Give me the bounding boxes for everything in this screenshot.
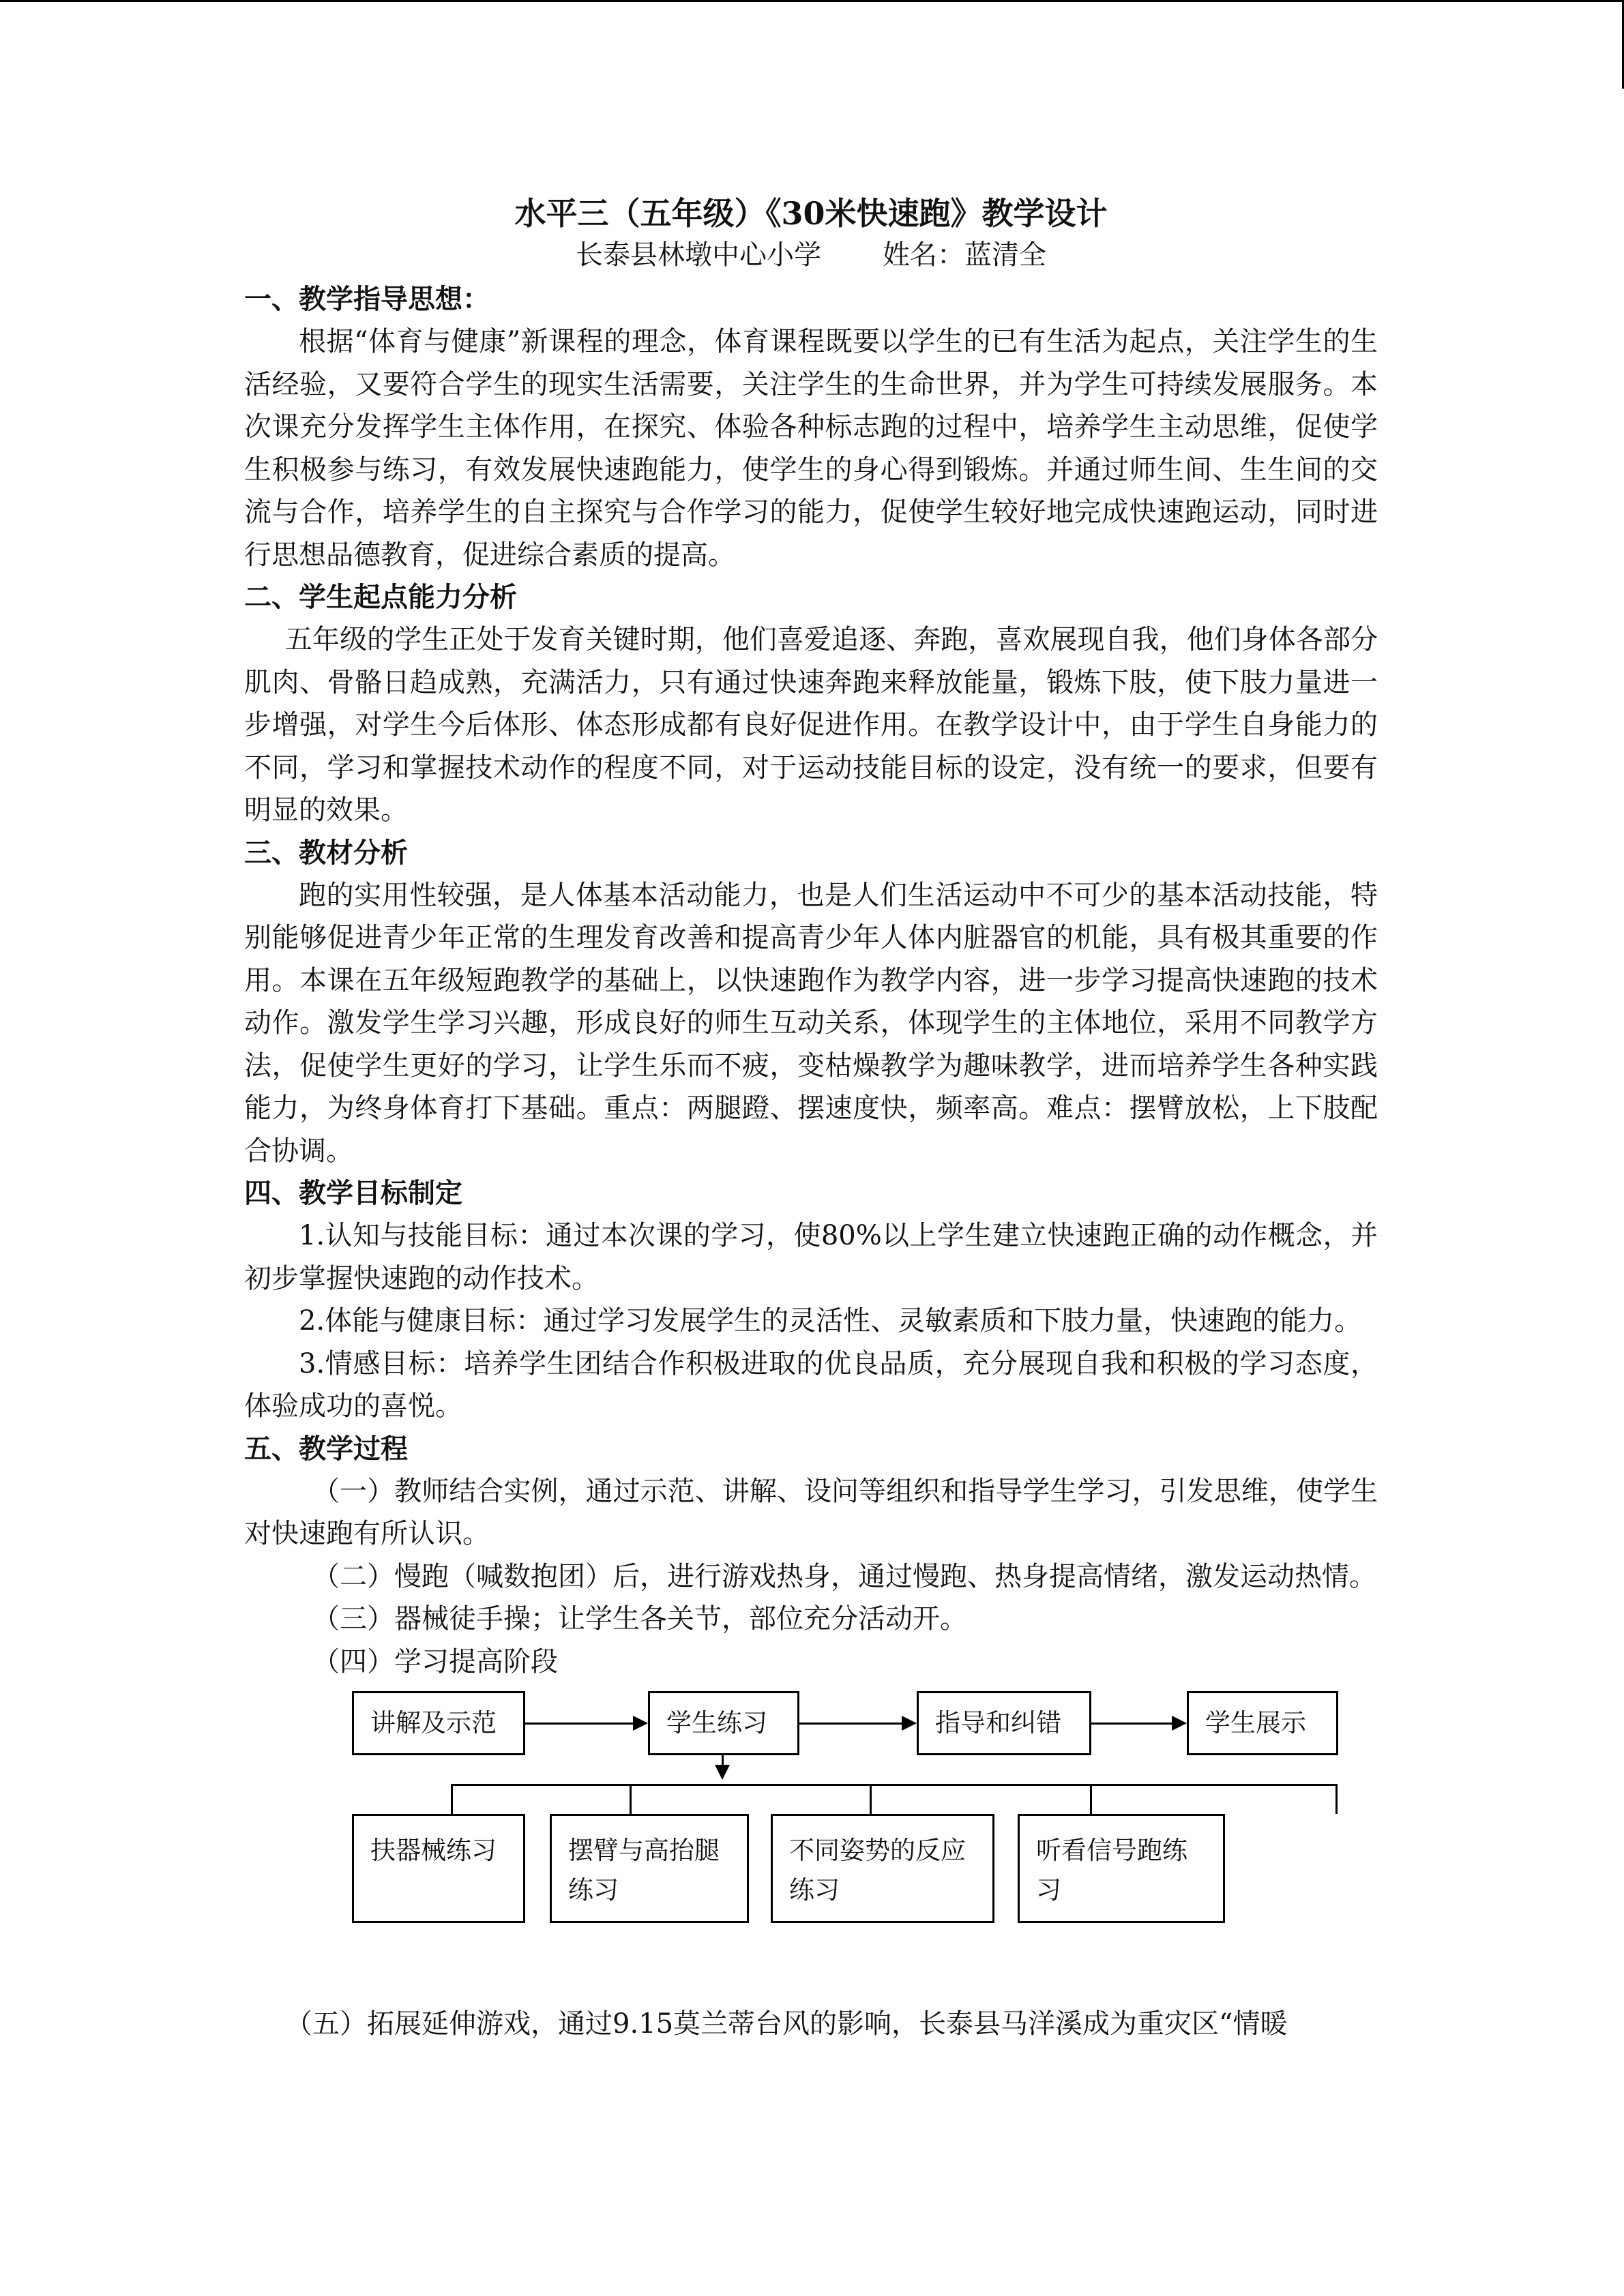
author-name: 姓名：蓝清全 — [883, 239, 1046, 271]
flow-box-explain-demo: 讲解及示范 — [352, 1691, 525, 1755]
goal-item: 2.体能与健康目标：通过学习发展学生的灵活性、灵敏素质和下肢力量，快速跑的能力。 — [299, 1305, 1362, 1337]
flow-connector — [630, 1784, 632, 1814]
process-step: （一）教师结合实例，通过示范、讲解、设问等组织和指导学生学习，引发思维，使学生对快速跑有所认识。 — [244, 1475, 1378, 1549]
flow-connector — [799, 1723, 902, 1725]
flow-box-student-show: 学生展示 — [1187, 1691, 1338, 1755]
arrow-right-icon — [1172, 1716, 1187, 1731]
process-step: （四）学习提高阶段 — [312, 1645, 558, 1678]
document-title: 水平三（五年级）《30米快速跑》教学设计 — [514, 195, 1108, 232]
school-name: 长泰县林墩中心小学 — [576, 239, 821, 271]
document-page — [244, 192, 1378, 2046]
flow-connector — [870, 1784, 872, 1814]
section-heading-student-analysis: 二、学生起点能力分析 — [244, 581, 517, 613]
flow-connector — [722, 1755, 724, 1765]
process-step: （二）慢跑（喊数抱团）后，进行游戏热身，通过慢跑、热身提高情绪，激发运动热情。 — [312, 1560, 1376, 1592]
flow-box-signal-run-practice: 听看信号跑练习 — [1018, 1814, 1225, 1923]
flow-box-equipment-practice: 扶器械练习 — [352, 1814, 525, 1923]
flow-connector — [1090, 1784, 1092, 1814]
goal-item: 3.情感目标：培养学生团结合作积极进取的优良品质，充分展现自我和积极的学习态度，体验成功的喜悦。 — [244, 1347, 1378, 1422]
process-step: （三）器械徒手操；让学生各关节，部位充分活动开。 — [312, 1603, 967, 1635]
flow-box-arm-knee-practice: 摆臂与高抬腿练习 — [550, 1814, 749, 1923]
flow-connector — [1091, 1723, 1172, 1725]
goal-item: 1.认知与技能目标：通过本次课的学习，使80%以上学生建立快速跑正确的动作概念，并初步掌握快速跑的动作技术。 — [244, 1220, 1378, 1294]
section-paragraph: 跑的实用性较强，是人体基本活动能力，也是人们生活运动中不可少的基本活动技能，特别能够促进青少年正常的生理发育改善和提高青少年人体内脏器官的机能，具有极其重要的作用。本课在五年级短跑教学的基础上，以快速跑作为教学内容，进一步学习提高快速跑的技术动作。激发学生学习兴趣，形成良好的师生互动关系，体现学生的主体地位，采用不同教学方法，促使学生更好的学习，让学生乐而不疲，变枯燥教学为趣味教学，进而培养学生各种实践能力，为终身体育打下基础。重点：两腿蹬、摆速度快，频率高。难点：摆臂放松，上下肢配合协调。 — [244, 879, 1378, 1167]
section-heading-material-analysis: 三、教材分析 — [244, 836, 408, 869]
document-subtitle — [244, 235, 1378, 275]
arrow-down-icon — [715, 1765, 730, 1780]
flow-box-reaction-practice: 不同姿势的反应练习 — [771, 1814, 994, 1923]
section-heading-teaching-goals: 四、教学目标制定 — [244, 1177, 462, 1209]
arrow-right-icon — [633, 1716, 648, 1731]
page-top-border — [0, 0, 1624, 2]
arrow-right-icon — [902, 1716, 917, 1731]
section-paragraph: 五年级的学生正处于发育关键时期，他们喜爱追逐、奔跑，喜欢展现自我，他们身体各部分肌肉、骨骼日趋成熟，充满活力，只有通过快速奔跑来释放能量，锻炼下肢，使下肢力量进一步增强，对学生今后体形、体态形成都有良好促进作用。在教学设计中，由于学生自身能力的不同，学习和掌握技术动作的程度不同，对于运动技能目标的设定，没有统一的要求，但要有明显的效果。 — [244, 624, 1378, 826]
flow-connector — [1335, 1784, 1338, 1814]
flowchart — [244, 1691, 1378, 1988]
flow-connector — [451, 1784, 453, 1814]
flow-branch-line — [451, 1784, 1338, 1786]
flow-box-student-practice: 学生练习 — [648, 1691, 799, 1755]
section-heading-guiding-ideology: 一、教学指导思想： — [244, 283, 490, 315]
flow-box-guide-correct: 指导和纠错 — [917, 1691, 1091, 1755]
flow-connector — [525, 1723, 633, 1725]
section-paragraph: 根据“体育与健康”新课程的理念，体育课程既要以学生的已有生活为起点，关注学生的生活经验，又要符合学生的现实生活需要，关注学生的生命世界，并为学生可持续发展服务。本次课充分发挥学生主体作用，在探究、体验各种标志跑的过程中，培养学生主动思维，促使学生积极参与练习，有效发展快速跑能力，使学生的身心得到锻炼。并通过师生间、生生间的交流与合作，培养学生的自主探究与合作学习的能力，促使学生较好地完成快速跑运动，同时进行思想品德教育，促进综合素质的提高。 — [244, 326, 1378, 571]
process-step: （五）拓展延伸游戏，通过9.15莫兰蒂台风的影响，长泰县马洋溪成为重灾区“情暖 — [285, 2008, 1288, 2040]
section-heading-teaching-process: 五、教学过程 — [244, 1432, 408, 1465]
